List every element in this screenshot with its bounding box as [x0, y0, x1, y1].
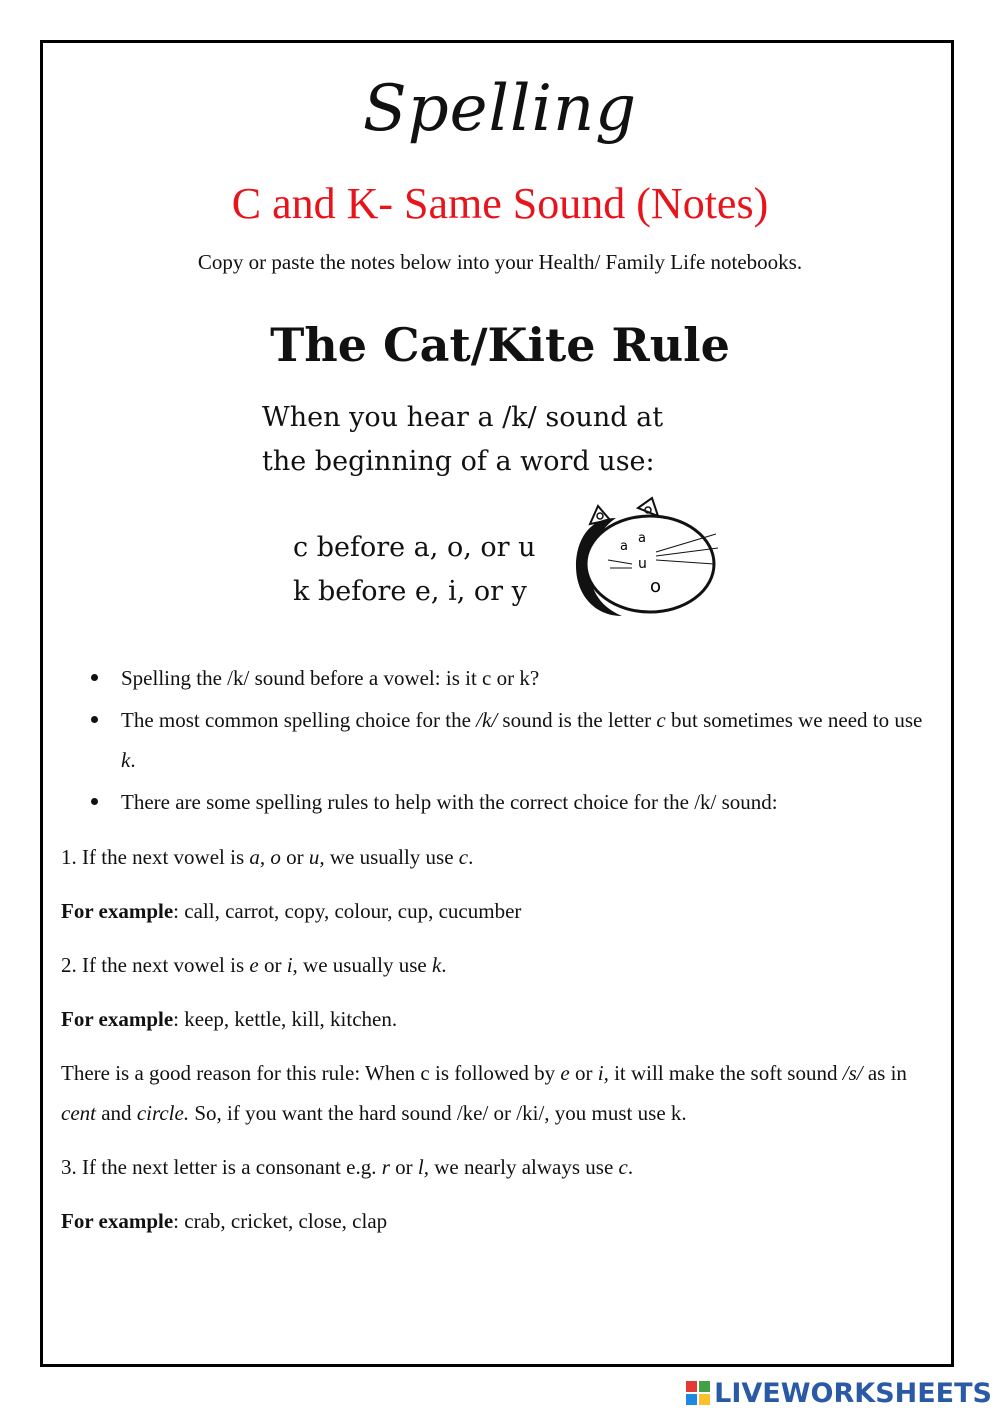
list-item: The most common spelling choice for the /k/ sound is the letter c but sometimes we need to use k. — [88, 700, 928, 780]
rule-2: 2. If the next vowel is e or i, we usually use k. — [61, 953, 447, 977]
page-title: C and K- Same Sound (Notes) — [231, 179, 769, 228]
list-item: Spelling the /k/ sound before a vowel: is it c or k? — [88, 658, 928, 698]
rule-line-c: c before a, o, or u — [293, 532, 536, 563]
rule-3: 3. If the next letter is a consonant e.g. r or l, we nearly always use c. — [61, 1155, 634, 1179]
bullet-list — [88, 658, 928, 824]
example-2: For example: keep, kettle, kill, kitchen. — [61, 1007, 398, 1031]
reason-paragraph: There is a good reason for this rule: When c is followed by e or i, it will make the soft sound /s/ as in cent and circle. So, if you want the hard sound /ke/ or /ki/, you must use k. — [61, 1061, 907, 1125]
cat-letter: a — [620, 539, 628, 554]
liveworksheets-icon — [686, 1381, 710, 1405]
rule-line-1: When you hear a /k/ sound at — [262, 402, 664, 433]
brand-text: LIVEWORKSHEETS — [714, 1377, 992, 1409]
liveworksheets-logo — [686, 1378, 992, 1408]
rule-line-2: the beginning of a word use: — [262, 446, 655, 477]
cat-letter: u — [638, 556, 647, 572]
list-item: There are some spelling rules to help with the correct choice for the /k/ sound: — [88, 782, 928, 822]
rule-heading: The Cat/Kite Rule — [270, 318, 730, 372]
cat-letter: a — [638, 531, 646, 546]
cat-face-outline — [586, 516, 714, 612]
cat-face-illustration — [568, 494, 728, 624]
cat-letter: o — [650, 576, 662, 597]
rule-line-k: k before e, i, or y — [293, 576, 527, 607]
example-1: For example: call, carrot, copy, colour, cup, cucumber — [61, 899, 522, 923]
instruction-text: Copy or paste the notes below into your Health/ Family Life notebooks. — [197, 250, 803, 274]
example-3: For example: crab, cricket, close, clap — [61, 1209, 388, 1233]
script-title: Spelling — [362, 72, 638, 146]
rule-1: 1. If the next vowel is a, o or u, we usually use c. — [61, 845, 474, 869]
